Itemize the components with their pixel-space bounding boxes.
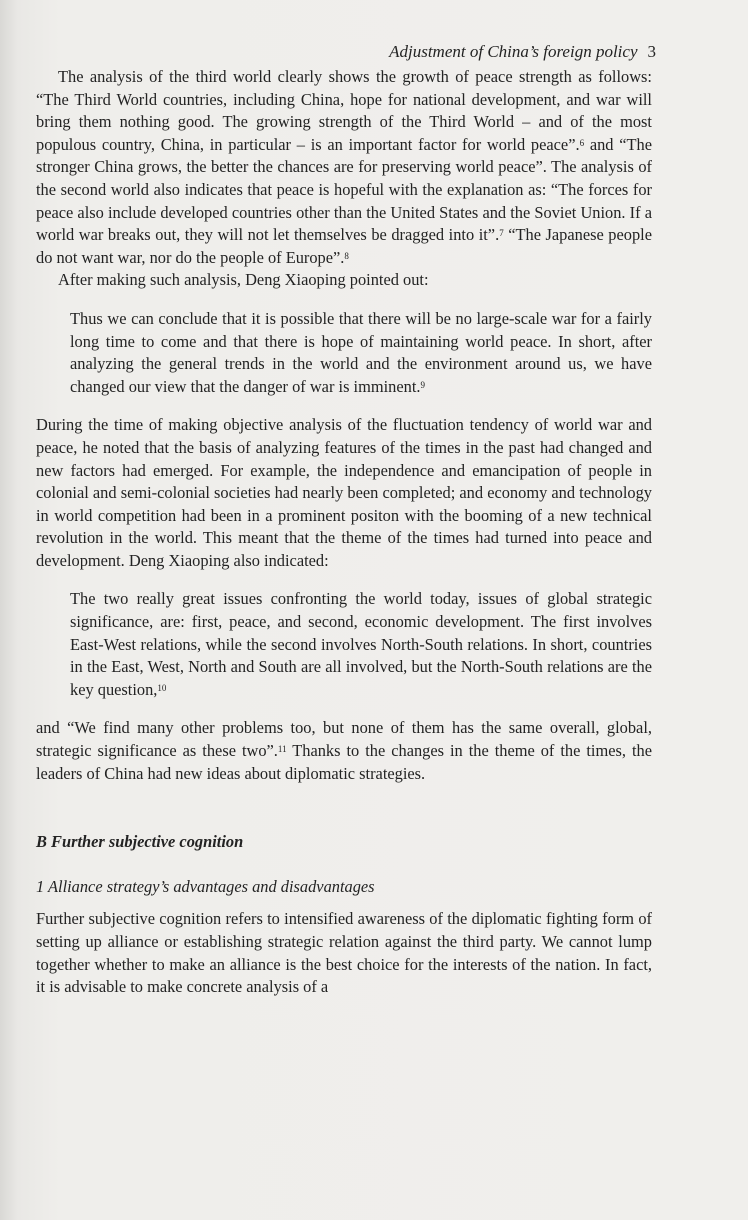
paragraph-1-text-a: The analysis of the third world clearly shows the growth of peace strength as follows: “The Third World countries, including China, hope for national development, and war will bring them nothing good. The growing strength of the Third World – and of the most populous country, China, in particular – is an important factor for world peace”.	[36, 67, 652, 154]
section-heading-b: B Further subjective cognition	[36, 832, 244, 852]
footnote-ref-6: 6	[579, 137, 585, 148]
paragraph-5: Further subjective cognition refers to intensified awareness of the diplomatic fighting form of setting up alliance or establishing strategic relation against the third party. We cannot lump together whether to make an alliance is the best choice for the interests of the nation. In fact, it is advisable to make concrete analysis of a	[36, 909, 652, 997]
running-head	[389, 42, 656, 62]
subsection-heading-1: 1 Alliance strategy’s advantages and disadvantages	[36, 876, 375, 896]
block-quote-1	[70, 308, 652, 398]
footnote-ref-8: 8	[344, 250, 349, 261]
footnote-ref-10: 10	[157, 682, 167, 693]
paragraph-4	[36, 717, 652, 785]
block-quote-2-text: The two really great issues confronting the world today, issues of global strategic significance, are: first, peace, and second, economic development. The first involves East-West relations, while the second involves North-South relations. In short, countries in the East, West, North and South are all involved, but the North-South relations are the key question,	[70, 589, 652, 699]
running-head-title: Adjustment of China’s foreign policy	[389, 42, 638, 61]
paragraph-4-text-a: and “We find many other problems too, but none of them has the same overall, global, strategic significance as these two”.	[36, 718, 652, 761]
footnote-ref-9: 9	[420, 379, 425, 390]
block-quote-1-text: Thus we can conclude that it is possible that there will be no large-scale war for a fairly long time to come and that there is hope of maintaining world peace. In short, after analyzing the general trends in the world and the environment around us, we have changed our view that the danger of war is imminent.	[70, 308, 652, 396]
page-number: 3	[647, 42, 656, 61]
paragraph-2: After making such analysis, Deng Xiaoping pointed out:	[58, 270, 429, 290]
footnote-ref-7: 7	[499, 228, 504, 239]
paragraph-4-text-b: Thanks to the changes in the theme of the times, the leaders of China had new ideas about diplomatic strategies.	[36, 741, 652, 783]
paragraph-1-text-b: and “The stronger China grows, the better the chances are for preserving world peace”. The analysis of the second world also indicates that peace is hopeful with the explanation as: “The forces for peace also include developed countries other than the United States and the Soviet Union. If a world war breaks out, they will not let themselves be dragged into it”.	[36, 134, 653, 245]
paragraph-1	[36, 66, 652, 269]
block-quote-2	[70, 588, 652, 701]
paragraph-1-text-c: “The Japanese people do not want war, nor do the people of Europe”.	[36, 225, 652, 267]
paragraph-3: During the time of making objective analysis of the fluctuation tendency of world war and peace, he noted that the basis of analyzing features of the times in the past had changed and new factors had emerged. For example, the independence and emancipation of people in colonial and semi-colonial societies had nearly been completed; and economy and technology in world competition had been in a prominent positon with the booming of a new technical revolution in the world. This meant that the theme of the times had turned into peace and development. Deng Xiaoping also indicated:	[36, 415, 652, 570]
footnote-ref-11: 11	[277, 744, 287, 755]
page-content	[36, 66, 652, 999]
